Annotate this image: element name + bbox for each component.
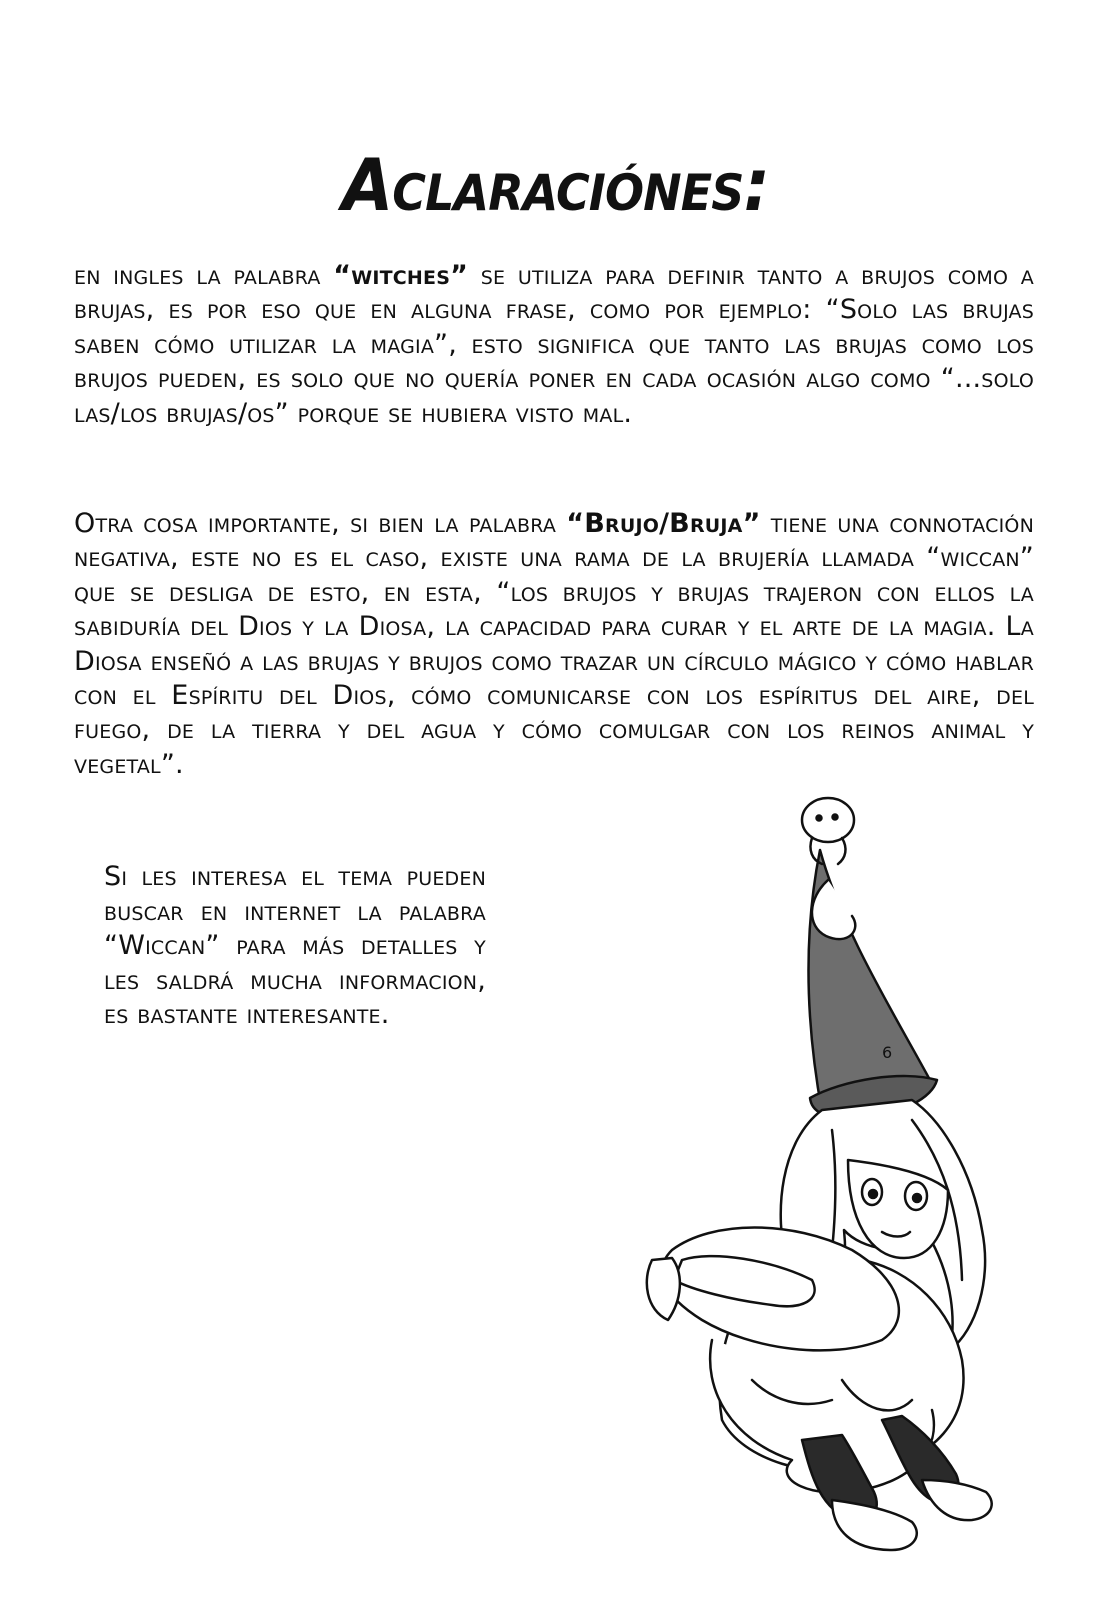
paragraph-brujo-text-2: tiene una connotación negativa, este no es el caso, existe una rama de la brujería llamada “wiccan” que se desliga de esto, en esta, “los brujos y brujas trajeron con ellos la sabiduría del Dios y la Diosa, la capacidad para curar y el arte de la magia. La Diosa enseñó a las brujas y brujos como trazar un círculo mágico y cómo hablar con el Espíritu del Dios, cómo comunicarse con los espíritus del aire, del fuego, de la tierra y del agua y cómo comulgar con los reinos animal y vegetal”. [74, 508, 1034, 780]
creature-tail [812, 880, 855, 939]
paragraph-brujo-bruja [74, 507, 1034, 782]
hands [647, 1258, 680, 1320]
paragraph-witches-text-1: en ingles la palabra [74, 260, 334, 291]
paragraph-witches-text-2: se utiliza para definir tanto a brujos como a brujas, es por eso que en alguna frase, como por ejemplo: “Solo las brujas saben cómo utilizar la magia”, esto significa que tanto las brujas como los brujos pueden, es solo que no quería poner en cada ocasión algo como “...solo las/los brujas/os” porque se hubiera visto mal. [74, 260, 1034, 429]
page-title: Aclaraciónes: [341, 143, 770, 228]
paragraph-brujo-text-1: Otra cosa importante, si bien la palabra [74, 508, 567, 539]
boot-2 [922, 1480, 992, 1520]
paragraph-brujo-bold: “Brujo/Bruja” [566, 508, 761, 539]
creature-body [802, 798, 854, 842]
paragraph-witches [74, 259, 1034, 431]
boot [832, 1500, 917, 1550]
witch-girl-illustration [612, 780, 1042, 1570]
paragraph-witches-bold: “witches” [333, 260, 469, 291]
paragraph-wiccan-info: Si les interesa el tema pueden buscar en internet la palabra “Wiccan” para más detalles y les saldrá mucha informacion, es bastante interesante. [104, 861, 486, 1031]
hat-mark: 6 [882, 1043, 893, 1062]
